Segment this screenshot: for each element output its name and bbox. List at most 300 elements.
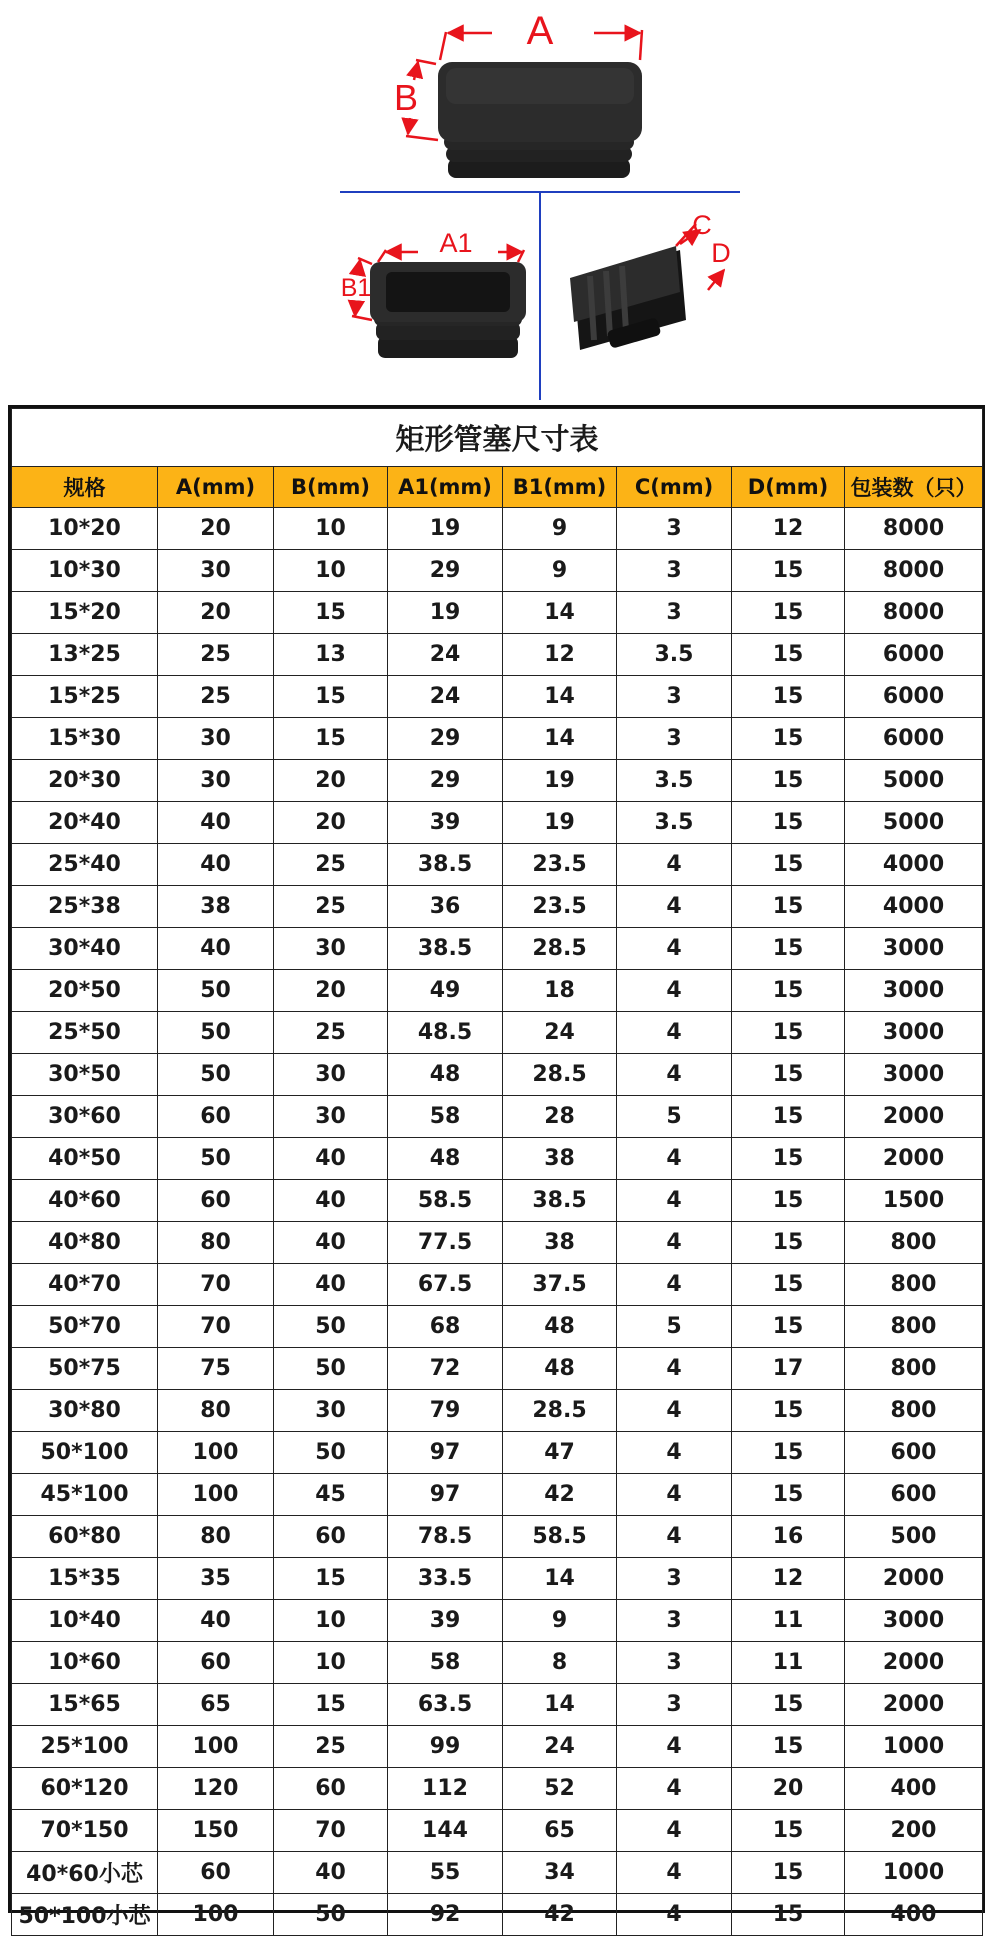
value-cell: 15 [732, 1264, 845, 1306]
value-cell: 15 [732, 1180, 845, 1222]
value-cell: 24 [503, 1012, 617, 1054]
value-cell: 38.5 [388, 844, 503, 886]
value-cell: 14 [503, 718, 617, 760]
spec-cell: 25*50 [12, 1012, 158, 1054]
value-cell: 17 [732, 1348, 845, 1390]
value-cell: 4 [617, 1432, 732, 1474]
value-cell: 60 [158, 1180, 274, 1222]
value-cell: 19 [503, 760, 617, 802]
value-cell: 39 [388, 1600, 503, 1642]
value-cell: 15 [732, 634, 845, 676]
value-cell: 200 [845, 1810, 983, 1852]
value-cell: 20 [158, 508, 274, 550]
value-cell: 10 [274, 1642, 388, 1684]
value-cell: 3000 [845, 928, 983, 970]
value-cell: 28 [503, 1096, 617, 1138]
product-dimension-diagram [0, 0, 993, 405]
spec-cell: 70*150 [12, 1810, 158, 1852]
value-cell: 4 [617, 1054, 732, 1096]
value-cell: 28.5 [503, 928, 617, 970]
value-cell: 19 [503, 802, 617, 844]
value-cell: 3 [617, 718, 732, 760]
spec-cell: 30*40 [12, 928, 158, 970]
value-cell: 15 [732, 1852, 845, 1894]
column-header: A1(mm) [388, 467, 503, 508]
value-cell: 50 [158, 970, 274, 1012]
value-cell: 4 [617, 1138, 732, 1180]
table-row [12, 508, 983, 550]
value-cell: 15 [732, 1012, 845, 1054]
table-row [12, 1306, 983, 1348]
value-cell: 5000 [845, 802, 983, 844]
table-row [12, 634, 983, 676]
table-row [12, 1726, 983, 1768]
value-cell: 11 [732, 1600, 845, 1642]
value-cell: 14 [503, 1558, 617, 1600]
value-cell: 10 [274, 508, 388, 550]
value-cell: 15 [732, 970, 845, 1012]
value-cell: 65 [158, 1684, 274, 1726]
value-cell: 2000 [845, 1558, 983, 1600]
spec-cell: 20*40 [12, 802, 158, 844]
value-cell: 50 [274, 1348, 388, 1390]
value-cell: 60 [158, 1096, 274, 1138]
front-plug-image [370, 262, 526, 358]
value-cell: 58 [388, 1642, 503, 1684]
value-cell: 19 [388, 592, 503, 634]
value-cell: 15 [732, 928, 845, 970]
value-cell: 75 [158, 1348, 274, 1390]
value-cell: 3 [617, 592, 732, 634]
spec-cell: 15*25 [12, 676, 158, 718]
value-cell: 24 [388, 634, 503, 676]
value-cell: 15 [732, 886, 845, 928]
column-header: B1(mm) [503, 467, 617, 508]
value-cell: 63.5 [388, 1684, 503, 1726]
value-cell: 20 [732, 1768, 845, 1810]
value-cell: 3000 [845, 1600, 983, 1642]
value-cell: 29 [388, 550, 503, 592]
value-cell: 30 [274, 1096, 388, 1138]
column-header: A(mm) [158, 467, 274, 508]
value-cell: 29 [388, 718, 503, 760]
value-cell: 80 [158, 1516, 274, 1558]
table-row [12, 1432, 983, 1474]
value-cell: 10 [274, 550, 388, 592]
table-row [12, 1600, 983, 1642]
value-cell: 15 [732, 1096, 845, 1138]
value-cell: 4 [617, 1390, 732, 1432]
spec-cell: 30*80 [12, 1390, 158, 1432]
value-cell: 48.5 [388, 1012, 503, 1054]
table-row [12, 802, 983, 844]
value-cell: 24 [388, 676, 503, 718]
value-cell: 40 [274, 1852, 388, 1894]
value-cell: 42 [503, 1474, 617, 1516]
value-cell: 68 [388, 1306, 503, 1348]
value-cell: 100 [158, 1474, 274, 1516]
spec-cell: 25*40 [12, 844, 158, 886]
value-cell: 4 [617, 1348, 732, 1390]
spec-cell: 50*100 [12, 1432, 158, 1474]
value-cell: 15 [274, 676, 388, 718]
value-cell: 37.5 [503, 1264, 617, 1306]
spec-cell: 25*38 [12, 886, 158, 928]
value-cell: 47 [503, 1432, 617, 1474]
value-cell: 800 [845, 1306, 983, 1348]
table-row [12, 1768, 983, 1810]
value-cell: 9 [503, 1600, 617, 1642]
value-cell: 38 [503, 1138, 617, 1180]
value-cell: 1000 [845, 1726, 983, 1768]
value-cell: 15 [274, 1684, 388, 1726]
value-cell: 3 [617, 1684, 732, 1726]
table-row [12, 1348, 983, 1390]
value-cell: 1500 [845, 1180, 983, 1222]
spec-cell: 10*40 [12, 1600, 158, 1642]
value-cell: 8000 [845, 550, 983, 592]
value-cell: 15 [732, 1726, 845, 1768]
value-cell: 5 [617, 1306, 732, 1348]
value-cell: 400 [845, 1894, 983, 1936]
column-header: 规格 [12, 467, 158, 508]
value-cell: 48 [388, 1054, 503, 1096]
spec-cell: 40*60小芯 [12, 1852, 158, 1894]
spec-cell: 20*50 [12, 970, 158, 1012]
value-cell: 50 [274, 1432, 388, 1474]
value-cell: 40 [158, 1600, 274, 1642]
value-cell: 12 [732, 1558, 845, 1600]
spec-cell: 10*60 [12, 1642, 158, 1684]
spec-cell: 25*100 [12, 1726, 158, 1768]
value-cell: 4 [617, 970, 732, 1012]
spec-cell: 40*50 [12, 1138, 158, 1180]
table-row [12, 1894, 983, 1936]
value-cell: 13 [274, 634, 388, 676]
value-cell: 15 [732, 676, 845, 718]
value-cell: 50 [158, 1012, 274, 1054]
spec-table-container [8, 405, 985, 1929]
table-row [12, 1390, 983, 1432]
value-cell: 8 [503, 1642, 617, 1684]
value-cell: 1000 [845, 1852, 983, 1894]
value-cell: 2000 [845, 1096, 983, 1138]
value-cell: 48 [388, 1138, 503, 1180]
value-cell: 36 [388, 886, 503, 928]
value-cell: 28.5 [503, 1054, 617, 1096]
value-cell: 39 [388, 802, 503, 844]
value-cell: 15 [732, 1432, 845, 1474]
table-row [12, 1810, 983, 1852]
value-cell: 12 [503, 634, 617, 676]
column-header: C(mm) [617, 467, 732, 508]
value-cell: 4 [617, 1894, 732, 1936]
value-cell: 55 [388, 1852, 503, 1894]
value-cell: 400 [845, 1768, 983, 1810]
value-cell: 20 [274, 802, 388, 844]
table-row [12, 1516, 983, 1558]
value-cell: 38 [158, 886, 274, 928]
value-cell: 40 [158, 928, 274, 970]
value-cell: 15 [732, 550, 845, 592]
table-row [12, 1096, 983, 1138]
spec-cell: 40*80 [12, 1222, 158, 1264]
value-cell: 500 [845, 1516, 983, 1558]
value-cell: 15 [732, 760, 845, 802]
value-cell: 40 [274, 1222, 388, 1264]
value-cell: 100 [158, 1432, 274, 1474]
table-body [12, 508, 983, 1936]
table-row [12, 1684, 983, 1726]
value-cell: 67.5 [388, 1264, 503, 1306]
value-cell: 79 [388, 1390, 503, 1432]
spec-cell: 40*60 [12, 1180, 158, 1222]
table-row [12, 592, 983, 634]
value-cell: 10 [274, 1600, 388, 1642]
column-header: B(mm) [274, 467, 388, 508]
value-cell: 40 [274, 1180, 388, 1222]
value-cell: 4 [617, 1222, 732, 1264]
value-cell: 4 [617, 886, 732, 928]
value-cell: 3.5 [617, 634, 732, 676]
value-cell: 15 [732, 1894, 845, 1936]
value-cell: 58.5 [388, 1180, 503, 1222]
value-cell: 800 [845, 1390, 983, 1432]
table-row [12, 1012, 983, 1054]
value-cell: 25 [158, 634, 274, 676]
value-cell: 38.5 [503, 1180, 617, 1222]
value-cell: 97 [388, 1432, 503, 1474]
value-cell: 78.5 [388, 1516, 503, 1558]
value-cell: 58 [388, 1096, 503, 1138]
spec-cell: 50*100小芯 [12, 1894, 158, 1936]
dimension-a1-label: A1 [439, 228, 473, 258]
value-cell: 20 [274, 760, 388, 802]
value-cell: 50 [274, 1894, 388, 1936]
value-cell: 9 [503, 508, 617, 550]
value-cell: 40 [274, 1264, 388, 1306]
spec-cell: 30*60 [12, 1096, 158, 1138]
dimension-c-label: C [692, 210, 712, 240]
value-cell: 25 [274, 886, 388, 928]
value-cell: 3 [617, 508, 732, 550]
table-row [12, 1222, 983, 1264]
value-cell: 3 [617, 1600, 732, 1642]
table-title: 矩形管塞尺寸表 [12, 409, 983, 467]
spec-cell: 20*30 [12, 760, 158, 802]
value-cell: 4 [617, 1264, 732, 1306]
dimension-b-label: B [393, 77, 419, 118]
value-cell: 3.5 [617, 760, 732, 802]
value-cell: 38.5 [388, 928, 503, 970]
value-cell: 6000 [845, 634, 983, 676]
value-cell: 33.5 [388, 1558, 503, 1600]
value-cell: 150 [158, 1810, 274, 1852]
value-cell: 3000 [845, 970, 983, 1012]
value-cell: 4 [617, 844, 732, 886]
value-cell: 3000 [845, 1012, 983, 1054]
value-cell: 77.5 [388, 1222, 503, 1264]
value-cell: 35 [158, 1558, 274, 1600]
table-header-row [12, 467, 983, 508]
value-cell: 4 [617, 1012, 732, 1054]
spec-cell: 45*100 [12, 1474, 158, 1516]
table-row [12, 1642, 983, 1684]
value-cell: 15 [732, 1138, 845, 1180]
value-cell: 15 [732, 1810, 845, 1852]
value-cell: 50 [158, 1054, 274, 1096]
value-cell: 100 [158, 1726, 274, 1768]
value-cell: 15 [732, 1306, 845, 1348]
value-cell: 15 [732, 1684, 845, 1726]
top-plug-image [438, 62, 642, 178]
value-cell: 29 [388, 760, 503, 802]
value-cell: 40 [158, 802, 274, 844]
value-cell: 30 [158, 550, 274, 592]
spec-cell: 50*70 [12, 1306, 158, 1348]
table-row [12, 1474, 983, 1516]
value-cell: 20 [158, 592, 274, 634]
table-row [12, 1054, 983, 1096]
value-cell: 4 [617, 1516, 732, 1558]
value-cell: 20 [274, 970, 388, 1012]
value-cell: 30 [158, 760, 274, 802]
value-cell: 15 [732, 1054, 845, 1096]
value-cell: 4 [617, 1726, 732, 1768]
value-cell: 4 [617, 1474, 732, 1516]
value-cell: 6000 [845, 718, 983, 760]
table-row [12, 760, 983, 802]
value-cell: 16 [732, 1516, 845, 1558]
value-cell: 600 [845, 1432, 983, 1474]
value-cell: 15 [732, 592, 845, 634]
value-cell: 70 [158, 1306, 274, 1348]
value-cell: 14 [503, 676, 617, 718]
value-cell: 25 [158, 676, 274, 718]
value-cell: 23.5 [503, 844, 617, 886]
value-cell: 80 [158, 1222, 274, 1264]
value-cell: 3 [617, 550, 732, 592]
value-cell: 25 [274, 1726, 388, 1768]
value-cell: 3 [617, 1642, 732, 1684]
table-row [12, 970, 983, 1012]
value-cell: 30 [158, 718, 274, 760]
value-cell: 5 [617, 1096, 732, 1138]
side-plug-image [570, 246, 686, 350]
value-cell: 3 [617, 1558, 732, 1600]
value-cell: 14 [503, 1684, 617, 1726]
table-row [12, 718, 983, 760]
value-cell: 4000 [845, 844, 983, 886]
value-cell: 70 [274, 1810, 388, 1852]
value-cell: 800 [845, 1264, 983, 1306]
value-cell: 25 [274, 844, 388, 886]
spec-cell: 60*120 [12, 1768, 158, 1810]
value-cell: 112 [388, 1768, 503, 1810]
value-cell: 11 [732, 1642, 845, 1684]
value-cell: 15 [732, 1474, 845, 1516]
value-cell: 60 [274, 1768, 388, 1810]
value-cell: 9 [503, 550, 617, 592]
table-row [12, 550, 983, 592]
table-row [12, 1852, 983, 1894]
table-row [12, 1558, 983, 1600]
value-cell: 8000 [845, 508, 983, 550]
value-cell: 24 [503, 1726, 617, 1768]
column-header: D(mm) [732, 467, 845, 508]
value-cell: 34 [503, 1852, 617, 1894]
spec-table [11, 408, 983, 1936]
value-cell: 3 [617, 676, 732, 718]
value-cell: 45 [274, 1474, 388, 1516]
value-cell: 25 [274, 1012, 388, 1054]
value-cell: 38 [503, 1222, 617, 1264]
spec-cell: 30*50 [12, 1054, 158, 1096]
column-header: 包装数（只） [845, 467, 983, 508]
value-cell: 60 [274, 1516, 388, 1558]
spec-cell: 50*75 [12, 1348, 158, 1390]
value-cell: 30 [274, 928, 388, 970]
spec-cell: 10*30 [12, 550, 158, 592]
value-cell: 4 [617, 1768, 732, 1810]
value-cell: 40 [158, 844, 274, 886]
table-row [12, 844, 983, 886]
value-cell: 50 [274, 1306, 388, 1348]
value-cell: 58.5 [503, 1516, 617, 1558]
spec-cell: 40*70 [12, 1264, 158, 1306]
value-cell: 4 [617, 1180, 732, 1222]
table-row [12, 1138, 983, 1180]
value-cell: 97 [388, 1474, 503, 1516]
value-cell: 80 [158, 1390, 274, 1432]
spec-cell: 60*80 [12, 1516, 158, 1558]
value-cell: 800 [845, 1222, 983, 1264]
value-cell: 15 [732, 718, 845, 760]
dimension-a-label: A [526, 9, 554, 53]
value-cell: 30 [274, 1054, 388, 1096]
value-cell: 4000 [845, 886, 983, 928]
value-cell: 120 [158, 1768, 274, 1810]
dimension-b1-label: B1 [340, 274, 372, 302]
spec-cell: 10*20 [12, 508, 158, 550]
value-cell: 2000 [845, 1642, 983, 1684]
value-cell: 52 [503, 1768, 617, 1810]
spec-cell: 15*35 [12, 1558, 158, 1600]
value-cell: 15 [732, 802, 845, 844]
value-cell: 60 [158, 1642, 274, 1684]
value-cell: 4 [617, 1852, 732, 1894]
value-cell: 65 [503, 1810, 617, 1852]
value-cell: 4 [617, 928, 732, 970]
value-cell: 12 [732, 508, 845, 550]
spec-cell: 15*20 [12, 592, 158, 634]
value-cell: 40 [274, 1138, 388, 1180]
value-cell: 50 [158, 1138, 274, 1180]
value-cell: 70 [158, 1264, 274, 1306]
value-cell: 48 [503, 1306, 617, 1348]
spec-cell: 13*25 [12, 634, 158, 676]
value-cell: 19 [388, 508, 503, 550]
value-cell: 15 [732, 844, 845, 886]
value-cell: 2000 [845, 1684, 983, 1726]
value-cell: 4 [617, 1810, 732, 1852]
table-row [12, 676, 983, 718]
value-cell: 30 [274, 1390, 388, 1432]
value-cell: 6000 [845, 676, 983, 718]
spec-cell: 15*65 [12, 1684, 158, 1726]
table-row [12, 928, 983, 970]
value-cell: 3000 [845, 1054, 983, 1096]
